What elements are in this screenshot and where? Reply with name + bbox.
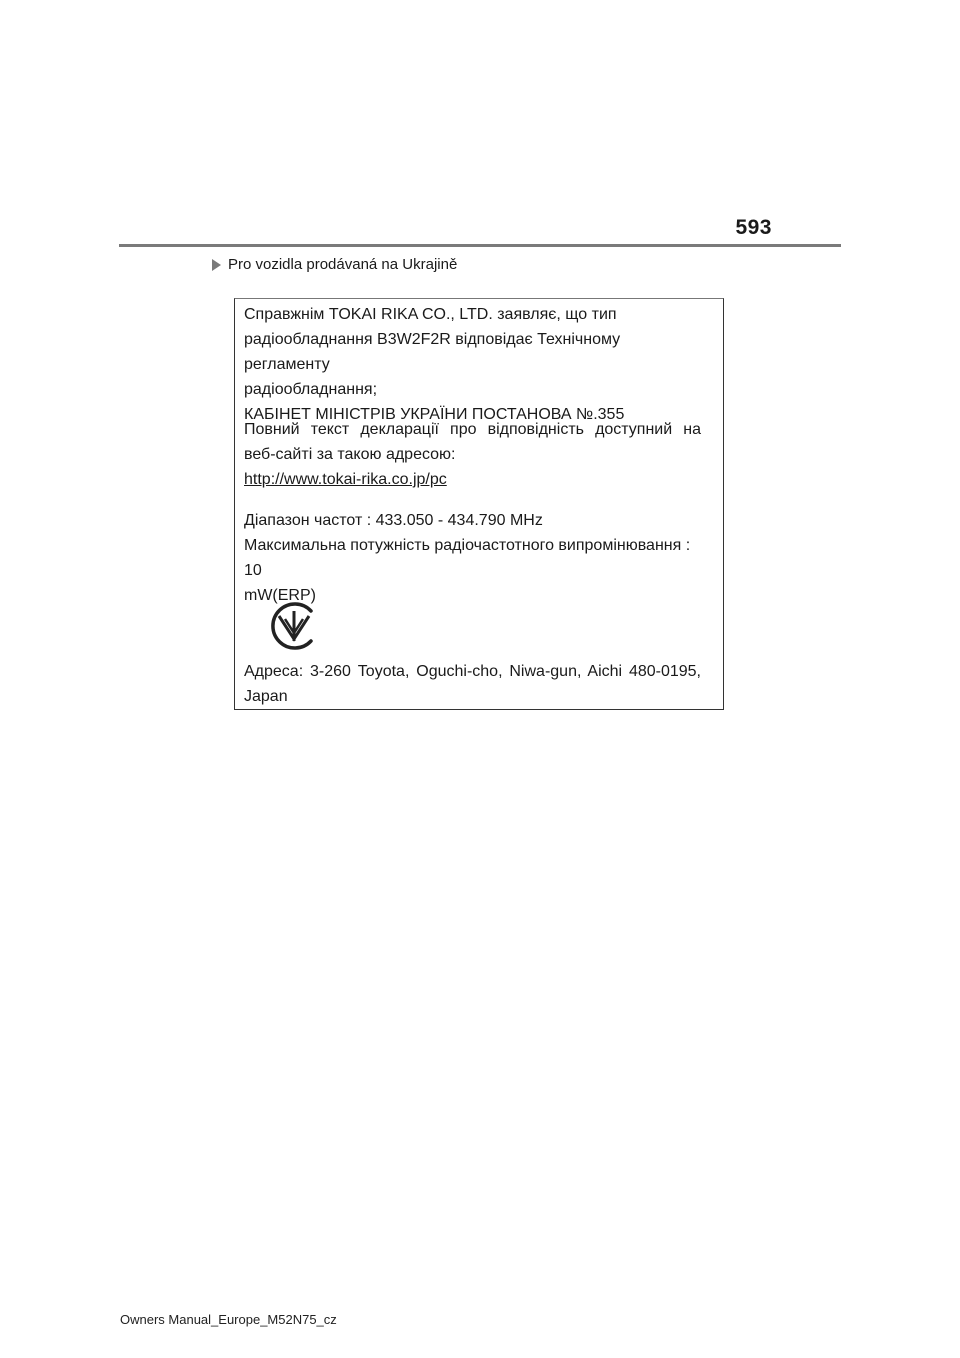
declaration-line: Справжнім TOKAI RIKA CO., LTD. заявляє, що тип (244, 306, 617, 323)
triangle-right-icon (212, 259, 221, 271)
declaration-paragraph-2 (244, 417, 701, 492)
declaration-line: КАБІНЕТ МІНІСТРІВ УКРАЇНИ ПОСТАНОВА №.355 (244, 406, 625, 423)
page-number: 593 (735, 216, 772, 239)
section-heading-text: Pro vozidla prodávaná na Ukrajině (228, 256, 458, 273)
declaration-address (244, 659, 701, 709)
declaration-line: радіообладнання B3W2F2R відповідає Технічному регламенту (244, 331, 621, 373)
declaration-line: веб-сайті за такою адресою: (244, 446, 456, 463)
declaration-line: Japan (244, 688, 288, 705)
declaration-line: Повний текст декларації про відповідність доступний на (244, 421, 701, 438)
declaration-line: радіообладнання; (244, 381, 378, 398)
declaration-paragraph-1 (244, 302, 701, 427)
header-rule (119, 244, 841, 247)
footer-text: Owners Manual_Europe_M52N75_cz (120, 1312, 337, 1327)
declaration-url-link[interactable]: http://www.tokai-rika.co.jp/pc (244, 471, 447, 488)
declaration-line: mW(ERP) (244, 587, 316, 604)
declaration-line: Діапазон частот : 433.050 - 434.790 MHz (244, 512, 543, 529)
section-heading (212, 256, 457, 273)
declaration-line: Максимальна потужність радіочастотного випромінювання : 10 (244, 537, 691, 579)
declaration-line: Адреса: 3-260 Toyota, Oguchi-cho, Niwa-gun, Aichi 480-0195, (244, 663, 701, 680)
declaration-paragraph-3 (244, 508, 701, 608)
declaration-box (234, 298, 724, 710)
ukrsepro-conformity-mark-icon (265, 597, 323, 655)
